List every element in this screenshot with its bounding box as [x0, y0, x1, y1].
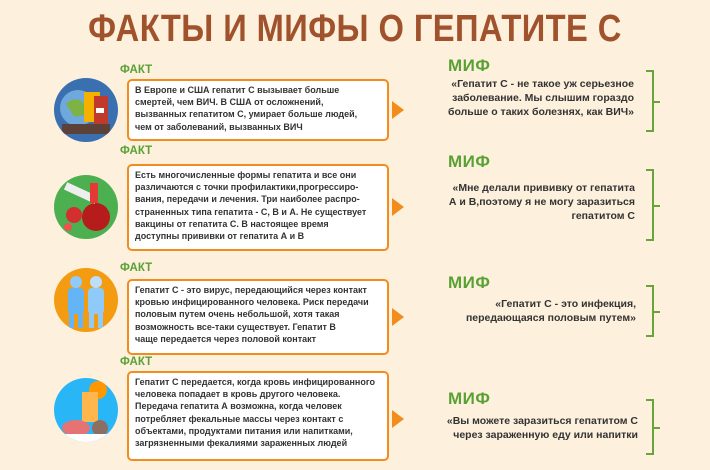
fact-line: половым путем очень небольшой, хотя такая — [135, 309, 340, 320]
fact-label: ФАКТ — [120, 356, 153, 368]
myth-line: заболевание. Мы слышим гораздо — [452, 92, 634, 104]
arrow-right-icon — [392, 410, 404, 428]
fact-line: загрязненными фекалиями зараженных людей — [135, 438, 348, 449]
fact-line: Есть многочисленные формы гепатита и все они — [135, 170, 357, 180]
fact-label: ФАКТ — [120, 64, 153, 76]
myth-label: МИФ — [448, 56, 491, 75]
fact-box — [127, 164, 389, 251]
myth-line: «Вы можете заразиться гепатитом С — [446, 415, 638, 427]
fact-line: Гепатит С - это вирус, передающийся через контакт — [135, 285, 367, 295]
globe-books-icon — [54, 78, 118, 142]
myth-line: «Мне делали прививку от гепатита — [452, 182, 635, 194]
fact-line: чаще передается через половой контакт — [135, 333, 317, 344]
food-drink-icon — [54, 378, 118, 442]
myth-text — [419, 77, 634, 119]
myth-text — [420, 181, 635, 223]
page-title: ФАКТЫ И МИФЫ О ГЕПАТИТЕ С — [88, 8, 622, 50]
fact-line: человека попадает в кровь другого человека. — [135, 389, 341, 400]
fact-label: ФАКТ — [120, 262, 153, 274]
myth-line: «Гепатит С - это инфекция, — [495, 298, 636, 310]
myth-line: через зараженную еду или напитки — [453, 429, 638, 441]
myth-line: А и В,поэтому я не могу заразиться — [448, 196, 635, 208]
fact-line: различаются с точки профилактики,прогрессиро- — [135, 182, 359, 193]
bracket — [646, 70, 654, 132]
myth-label: МИФ — [448, 273, 491, 292]
fact-box — [127, 279, 389, 355]
fact-label: ФАКТ — [120, 145, 153, 157]
fact-box — [127, 371, 389, 461]
myth-line: передающаяся половым путем» — [465, 312, 636, 324]
fact-line: вызванных гепатитом С, умирает больше людей, — [135, 109, 358, 120]
fact-line: вакцины от гепатита С. В настоящее время — [135, 218, 329, 229]
myth-line: «Гепатит С - не такое уж серьезное — [451, 78, 634, 90]
couple-icon — [54, 268, 118, 332]
fact-line: вания, передачи и лечения. Три наиболее распро- — [135, 194, 360, 205]
fact-line: доступны прививки от гепатита А и В — [135, 231, 305, 242]
arrow-right-icon — [392, 198, 404, 216]
fact-line: возможность все-таки существует. Гепатит В — [135, 321, 336, 332]
fact-line: В Европе и США гепатит С вызывает больше — [135, 85, 340, 95]
fact-line: смертей, чем ВИЧ. В США от осложнений, — [135, 97, 324, 108]
fact-line: объектами, продуктами питания или напитками, — [135, 425, 353, 436]
fact-box — [127, 79, 389, 141]
fact-line: Передача гепатита А возможна, когда человек — [135, 401, 342, 412]
bracket — [646, 399, 654, 455]
fact-line: чем от заболеваний, вызванных ВИЧ — [135, 121, 303, 132]
myth-label: МИФ — [448, 152, 491, 171]
myth-line: больше о таких болезнях, как ВИЧ» — [447, 106, 634, 118]
fact-line: кровью инфицированного человека. Риск передачи — [135, 297, 369, 308]
syringe-blood-icon — [54, 175, 118, 239]
myth-text — [423, 414, 638, 442]
arrow-right-icon — [392, 308, 404, 326]
fact-line: страненных типа гепатита - С, В и А. Не существует — [135, 206, 367, 217]
myth-label: МИФ — [448, 389, 491, 408]
fact-line: Гепатит С передается, когда кровь инфицированного — [135, 377, 375, 387]
myth-text — [421, 297, 636, 325]
bracket — [646, 285, 654, 337]
arrow-right-icon — [392, 101, 404, 119]
fact-line: потребляет фекальные массы через контакт с — [135, 413, 344, 424]
bracket — [646, 169, 654, 241]
myth-line: гепатитом С — [571, 210, 635, 222]
